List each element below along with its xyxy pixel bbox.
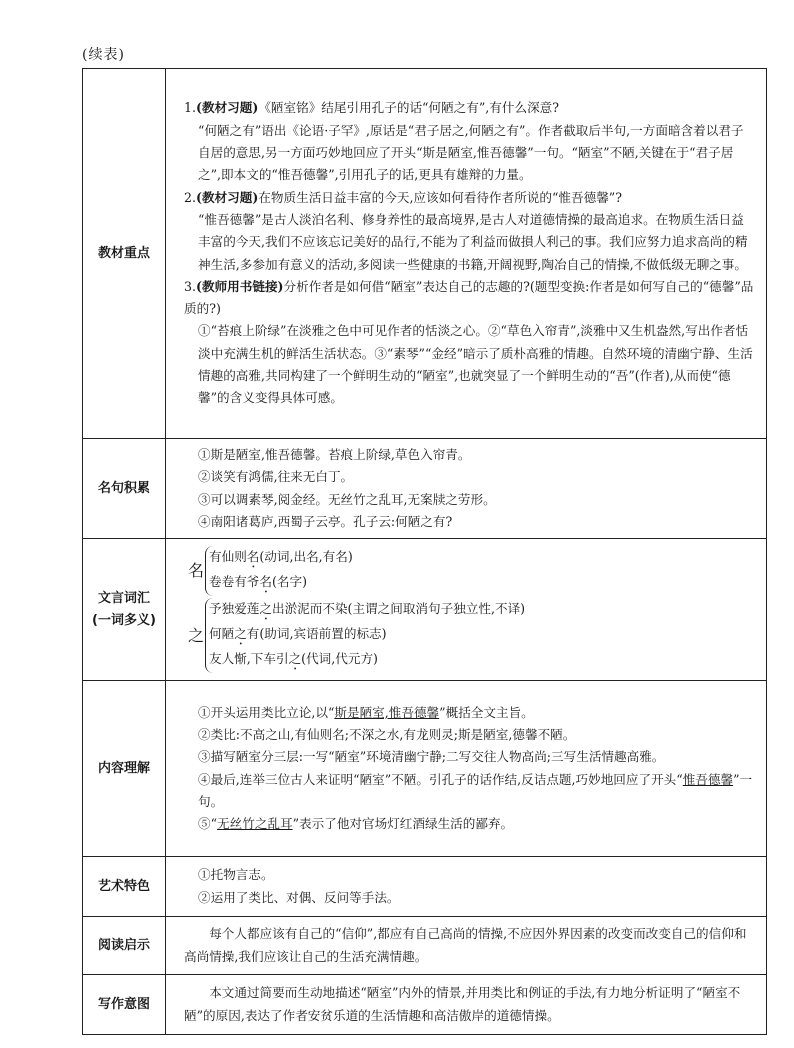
vocab-entry-post: 出淤泥而不染(主谓之间取消句子独立性,不译) (271, 601, 526, 617)
exercise-answer: ①“苔痕上阶绿”在淡雅之色中可见作者的恬淡之心。②“草色入帘青”,淡雅中又生机盎然,写出作者恬淡中充满生机的鲜活生活状态。③“素琴”“金经”暗示了质朴高雅的情趣。自然环境的清幽宁静、生活情趣的高雅,共同构建了一个鲜明生动的“陋室”,也就突显了一个鲜明生动的“吾”(作者),从而使“德馨”的含义变得具体可感。 (198, 323, 753, 406)
understanding-line (184, 724, 756, 746)
row-intent (83, 975, 767, 1035)
row-famous-lines (83, 439, 767, 539)
famous-line: ④南阳诸葛庐,西蜀子云亭。孔子云:何陋之有? (198, 513, 453, 529)
vocab-entry-pre: 予独爱莲 (209, 601, 260, 617)
content-reading (166, 917, 767, 975)
vocab-entry-key: 名 (259, 574, 272, 590)
vocab-brace (205, 598, 525, 673)
exercise-tag: (教材习题) (196, 100, 259, 116)
line-underlined: 无丝竹之乱耳 (217, 816, 293, 832)
exercise-question: 分析作者是如何借“陋室”表达自己的志趣的?(题型变换:作者是如何写自己的“德馨”品质的?) (184, 278, 754, 317)
vocabulary-label-main: 文言词汇 (97, 590, 150, 606)
intent-text: 本文通过简要而生动地描述“陋室”内外的情景,并用类比和例证的手法,有力地分析证明了“陋室不陋”的原因,表达了作者安贫乐道的生活情趣和高洁傲岸的道德情操。 (184, 985, 741, 1023)
label-understanding: 内容理解 (83, 681, 166, 857)
exercise-question: 在物质生活日益丰富的今天,应该如何看待作者所说的“惟吾德馨”? (258, 189, 622, 205)
vocab-group-ming (188, 546, 756, 596)
row-key-points (83, 69, 767, 439)
vocab-entry-pre: 友人惭,下车引 (209, 651, 289, 667)
content-vocabulary (166, 539, 767, 681)
vocab-entry-post: 有(助词,宾语前置的标志) (246, 626, 387, 642)
reading-text: 每个人都应该有自己的“信仰”,都应有自己高尚的情操,不应因外界因素的改变而改变自己的信仰和高尚情操,我们应该让自己的生活充满情趣。 (184, 926, 747, 964)
vocab-entry-post: (动词,出名,有名) (259, 549, 353, 565)
line-text: ②类比:不高之山,有仙则名;不深之水,有龙则灵;斯是陋室,德馨不陋。 (198, 727, 576, 743)
exercise-number: 2. (184, 189, 197, 205)
label-art: 艺术特色 (83, 857, 166, 917)
row-vocabulary (83, 539, 767, 681)
understanding-line (184, 702, 756, 724)
vocab-brace (205, 546, 353, 596)
line-text: ④最后,连举三位古人来证明“陋室”不陋。引孔子的话作结,反诘点题,巧妙地回应了开头“ (198, 771, 683, 787)
vocab-entry-pre: 卷卷有爷 (209, 574, 260, 590)
understanding-line (184, 813, 756, 835)
exercise-number: 3. (184, 278, 197, 294)
line-text-after: ”一句。 (198, 771, 753, 809)
vocab-entry-pre: 有仙则 (209, 549, 247, 565)
understanding-line (184, 769, 756, 814)
line-underlined: 惟吾德馨 (682, 771, 734, 787)
row-reading (83, 917, 767, 975)
row-art (83, 857, 767, 917)
vocab-entry-key: 之 (234, 626, 247, 642)
vocab-entry-key: 之 (288, 651, 302, 667)
label-famous-lines: 名句积累 (83, 439, 166, 539)
vocabulary-label-sub: (一词多义) (92, 612, 156, 628)
vocab-entry-post: (代词,代元方) (301, 651, 378, 667)
exercise-question: 《陋室铭》结尾引用孔子的话“何陋之有”,有什么深意? (258, 100, 560, 116)
art-line: ②运用了类比、对偶、反问等手法。 (198, 889, 400, 905)
vocab-entry (209, 598, 525, 623)
famous-line: ②谈笑有鸿儒,往来无白丁。 (198, 469, 354, 485)
exercise-tag: (教师用书链接) (196, 278, 284, 294)
vocab-key-char: 之 (188, 625, 205, 645)
row-understanding (83, 681, 767, 857)
line-text-after: ”概括全文主旨。 (439, 704, 534, 720)
content-art (166, 857, 767, 917)
label-intent: 写作意图 (83, 975, 166, 1035)
content-key-points (166, 69, 767, 439)
line-text-after: ”表示了他对官场灯红酒绿生活的鄙弃。 (292, 816, 514, 832)
vocab-group-zhi (188, 598, 756, 673)
vocab-entry-key: 名 (246, 549, 260, 565)
exercise-3 (184, 276, 756, 410)
line-text: ③描写陋室分三层:一写“陋室”环境清幽宁静;二写交往人物高尚;三写生活情趣高雅。 (198, 749, 665, 765)
content-understanding (166, 681, 767, 857)
vocab-entry (209, 623, 525, 648)
vocab-entry (209, 546, 353, 571)
exercise-2 (184, 187, 756, 276)
vocab-entry-key: 之 (259, 601, 272, 617)
vocab-entry (209, 648, 525, 673)
vocab-entry-pre: 何陋 (209, 626, 235, 642)
summary-table (82, 68, 767, 1035)
famous-line: ③可以调素琴,阅金经。无丝竹之乱耳,无案牍之劳形。 (198, 491, 496, 507)
line-text: ⑤“ (198, 816, 218, 832)
exercise-tag: (教材习题) (196, 189, 259, 205)
art-line: ①托物言志。 (198, 867, 274, 883)
exercise-answer: “惟吾德馨”是古人淡泊名利、修身养性的最高境界,是古人对道德情操的最高追求。在物质生活日益丰富的今天,我们不应该忘记美好的品行,不能为了利益而做損人利己的事。我们应努力追求高尚的精神生活,多参加有意义的活动,多阅读一些健康的书籍,开阔视野,陶冶自己的情操,不做低级无聊之事。 (198, 211, 748, 272)
vocab-entry-post: (名字) (271, 574, 307, 590)
vocab-key-char: 名 (188, 561, 205, 581)
line-underlined: 斯是陋室,惟吾德馨 (334, 704, 440, 720)
exercise-answer: “何陋之有”语出《论语·子罕》,原话是“君子居之,何陋之有”。作者截取后半句,一方面暗含着以君子自居的意思,另一方面巧妙地回应了开头“斯是陋室,惟吾德馨”一句。“陋室”不陋,关键在于“君子居之”,即本文的“惟吾德馨”,引用孔子的话,更具有雄辩的力量。 (198, 122, 744, 183)
label-key-points: 教材重点 (83, 69, 166, 439)
line-text: ①开头运用类比立论,以“ (198, 704, 335, 720)
exercise-number: 1. (184, 100, 197, 116)
content-famous-lines (166, 439, 767, 539)
label-reading: 阅读启示 (83, 917, 166, 975)
content-intent (166, 975, 767, 1035)
table-caption: (续表) (82, 47, 125, 63)
understanding-line (184, 746, 756, 768)
label-vocabulary (83, 539, 166, 681)
exercise-1 (184, 97, 756, 186)
vocab-entry (209, 571, 353, 596)
famous-line: ①斯是陋室,惟吾德馨。苔痕上阶绿,草色入帘青。 (198, 447, 471, 462)
